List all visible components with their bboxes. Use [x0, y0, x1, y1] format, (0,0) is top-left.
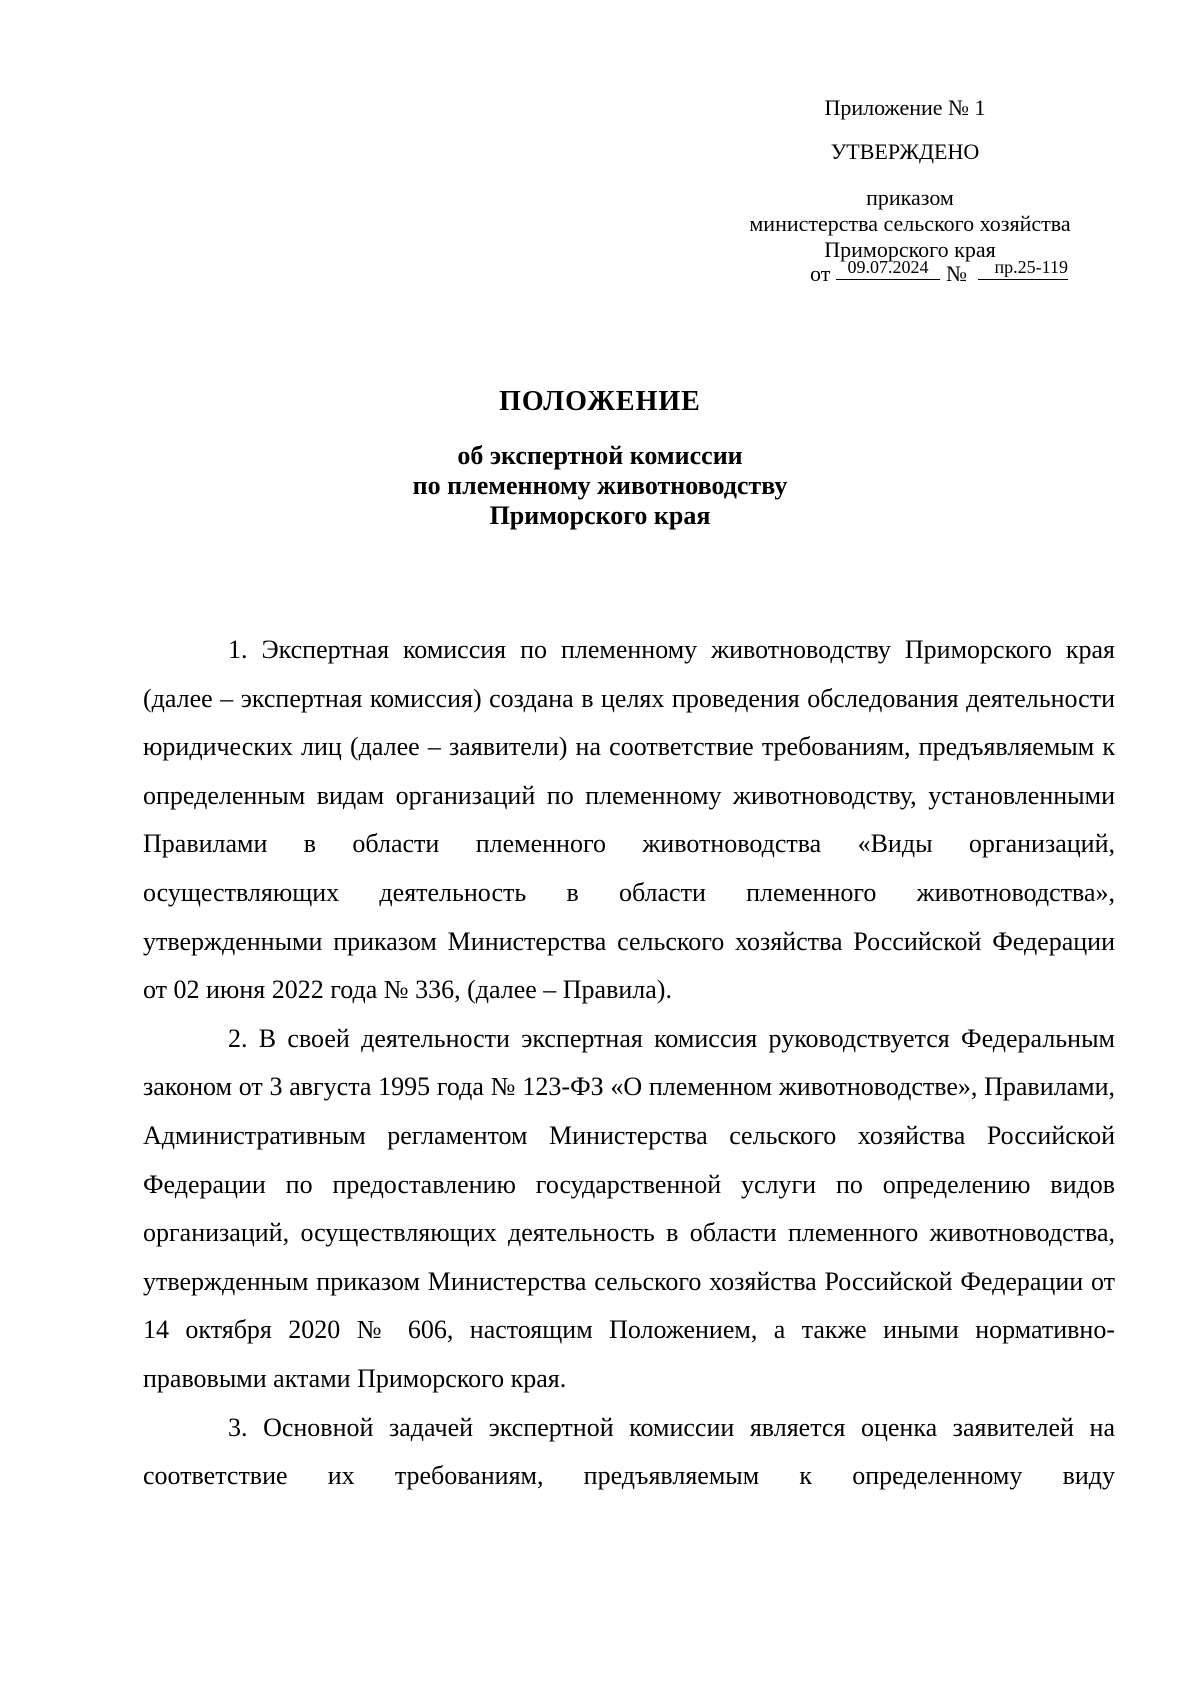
from-label: от: [810, 261, 831, 286]
order-date: 09.07.2024: [836, 255, 940, 280]
document-title: ПОЛОЖЕНИЕ: [499, 386, 701, 417]
order-line: приказом: [866, 185, 954, 210]
title-block: [0, 385, 1200, 531]
number-label: №: [946, 261, 967, 286]
paragraph-2: 2. В своей деятельности экспертная комиссия руководствуется Федеральным законом от 3 августа 1995 года № 123-ФЗ «О племенном животноводстве», Правилами, Административным регламентом Министерства сельского хозяйства Российской Федерации по предоставлению государственной услуги по определению видов организаций, осуществляющих деятельность в области племенного животноводства, утвержденным приказом Министерства сельского хозяйства Российской Федерации от 14 октября 2020 № 606, настоящим Положением, а также иными нормативно-правовыми актами Приморского края.: [143, 1023, 1115, 1393]
order-line: Приморского края: [824, 237, 996, 262]
order-line: министерства сельского хозяйства: [749, 211, 1071, 236]
subtitle-line: Приморского края: [489, 501, 711, 530]
document-subtitle: [0, 441, 1200, 531]
order-date-number: [810, 257, 1130, 291]
approved-label: УТВЕРЖДЕНО: [830, 139, 980, 164]
paragraph-1: 1. Экспертная комиссия по племенному животноводству Приморского края (далее – экспертная комиссия) создана в целях проведения обследования деятельности юридических лиц (далее – заявители) на соответствие требованиям, предъявляемым к определенным видам организаций по племенному животноводству, установленными Правилами в области племенного животноводства «Виды организаций, осуществляющих деятельность в области племенного животноводства», утвержденными приказом Министерства сельского хозяйства Российской Федерации от 02 июня 2022 года № 336, (далее – Правила).: [143, 635, 1115, 1005]
annex-label: Приложение № 1: [824, 95, 986, 120]
paragraph-3: 3. Основной задачей экспертной комиссии является оценка заявителей на соответствие их требованиям, предъявляемым к определенному виду: [143, 1412, 1115, 1491]
subtitle-line: по племенному животноводству: [412, 471, 788, 500]
order-reference-lines: [700, 185, 1120, 263]
order-number: пр.25-119: [978, 255, 1068, 280]
subtitle-line: об экспертной комиссии: [457, 441, 743, 470]
document-body: [143, 626, 1115, 1501]
